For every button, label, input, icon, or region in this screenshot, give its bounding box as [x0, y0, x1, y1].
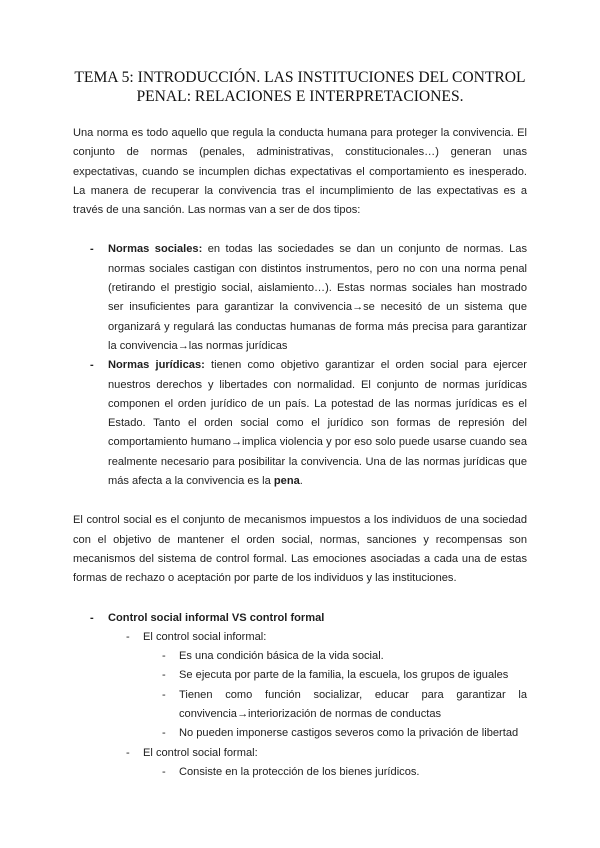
- list-item: - Tienen como función socializar, educar para garantizar la convivencia→interiorización de normas de conductas: [179, 686, 527, 725]
- norm-types-list: [73, 240, 527, 491]
- list-item: - Se ejecuta por parte de la familia, la escuela, los grupos de iguales: [179, 666, 527, 685]
- list-item-formal: [143, 744, 527, 783]
- control-section-list: [73, 609, 527, 783]
- list-item: - Es una condición básica de la vida social.: [179, 647, 527, 666]
- informal-label: El control social informal:: [143, 630, 267, 643]
- intro-paragraph: Una norma es todo aquello que regula la conducta humana para proteger la convivencia. El conjunto de normas (penales, administrativas, constitucionales…) generan unas expectativas, cuando se incumplen dichas expectativas el comportamiento es inesperado. La manera de recuperar la convivencia tras el incumplimiento de las expectativas es a través de una sanción. Las normas van a ser de dos tipos:: [73, 127, 527, 217]
- formal-items: [143, 763, 527, 782]
- informal-items: [143, 647, 527, 743]
- list-item-normas-sociales: [108, 240, 527, 356]
- list-item-informal: [143, 628, 527, 744]
- list-item: - Consiste en la protección de los bienes jurídicos.: [179, 763, 527, 782]
- page-title: TEMA 5: INTRODUCCIÓN. LAS INSTITUCIONES DEL CONTROL PENAL: RELACIONES E INTERPRETACIONES.: [74, 69, 526, 105]
- control-types-list: [108, 628, 527, 782]
- desc-normas-juridicas: tienen como objetivo garantizar el orden social para ejercer nuestros derechos y libertades con normalidad. El conjunto de normas jurídicas componen el orden jurídico de un país. La potestad de las normas jurídicas es el Estado. Tanto el orden social como el jurídico son formas de represión del comportamiento humano→implica violencia y por eso solo puede usarse cuando sea realmente necesario para posibilitar la convivencia. Una de las normas jurídicas que más afecta a la convivencia es la: [108, 359, 527, 488]
- list-item: - No pueden imponerse castigos severos como la privación de libertad: [179, 724, 527, 743]
- control-social-paragraph: El control social es el conjunto de mecanismos impuestos a los individuos de una sociedad con el objetivo de mantener el orden social, normas, sanciones y recompensas son mecanismos del sistema de control formal. Las emociones asociadas a cada una de estas formas de rechazo o aceptación por parte de los individuos y las instituciones.: [73, 514, 527, 585]
- formal-label: El control social formal:: [143, 746, 258, 759]
- emphasis-pena: pena: [273, 475, 300, 488]
- list-item-normas-juridicas: [108, 356, 527, 491]
- control-heading: Control social informal VS control formal: [108, 611, 325, 624]
- list-item-control-heading: [108, 609, 527, 783]
- term-normas-sociales: Normas sociales:: [108, 243, 203, 256]
- desc-tail: .: [299, 475, 303, 488]
- desc-normas-sociales: en todas las sociedades se dan un conjunto de normas. Las normas sociales castigan con distintos instrumentos, pero no con una norma penal (retirando el prestigio social, aislamiento…). Estas normas sociales han mostrado ser insuficientes para garantizar la convivencia→se necesitó de un sistema que organizará y regulará las conductas humanas de forma más precisa para garantizar la convivencia→las normas jurídicas: [108, 243, 527, 352]
- term-normas-juridicas: Normas jurídicas:: [108, 359, 205, 372]
